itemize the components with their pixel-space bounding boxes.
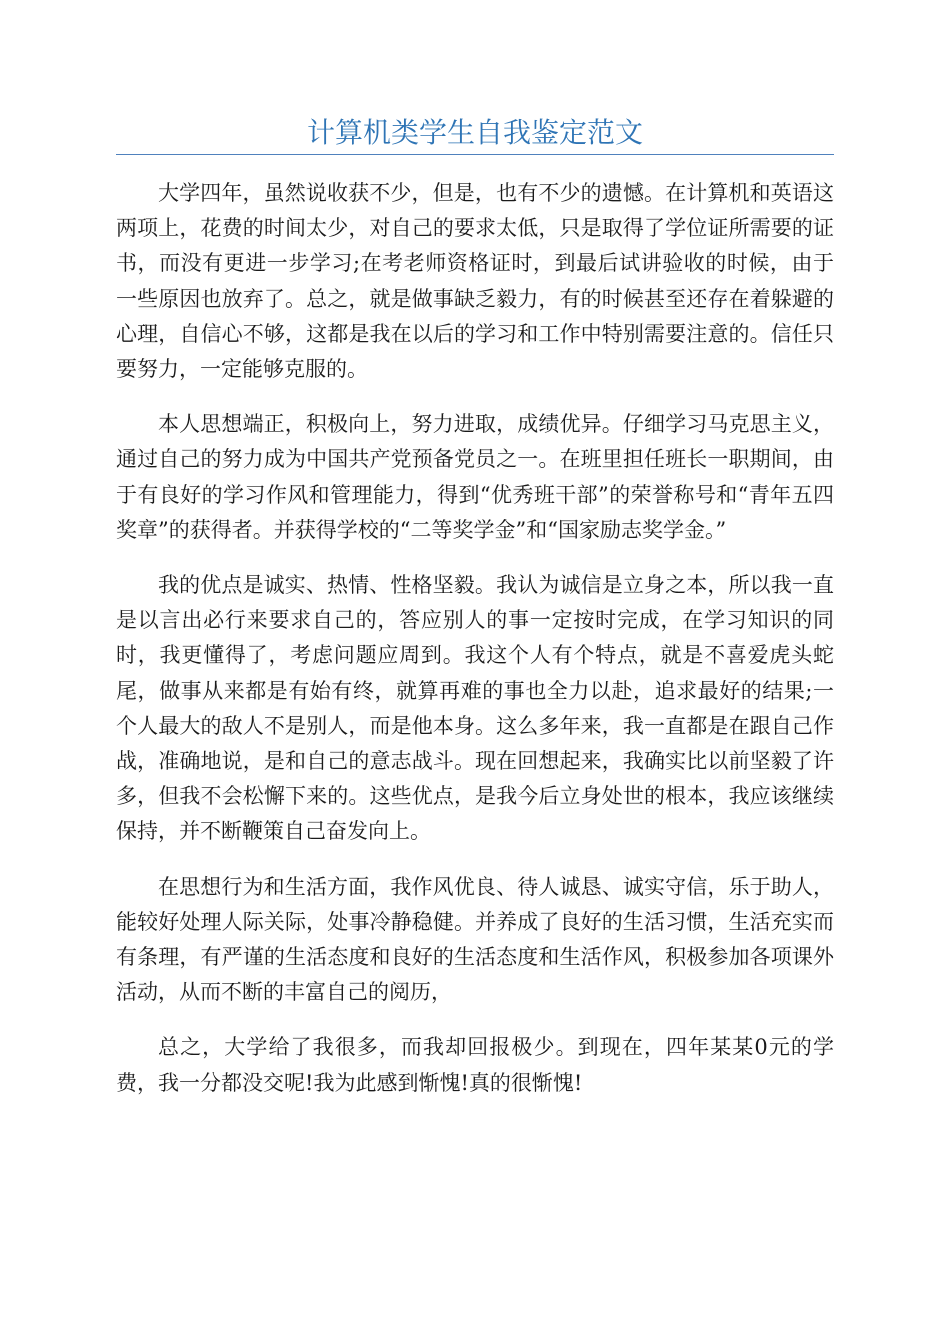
document-title: 计算机类学生自我鉴定范文 [306, 116, 643, 149]
paragraph-1: 大学四年，虽然说收获不少，但是，也有不少的遗憾。在计算机和英语这两项上，花费的时间太少，对自己的要求太低，只是取得了学位证所需要的证书，而没有更进一步学习;在考老师资格证时，到最后试讲验收的时候，由于一些原因也放弃了。总之，就是做事缺乏毅力，有的时候甚至还存在着躲避的心理，自信心不够，这都是我在以后的学习和工作中特别需要注意的。信任只要努力，一定能够克服的。 [116, 181, 834, 382]
document-body [116, 176, 834, 1121]
paragraph-2: 本人思想端正，积极向上，努力进取，成绩优异。仔细学习马克思主义，通过自己的努力成为中国共产党预备党员之一。在班里担任班长一职期间，由于有良好的学习作风和管理能力，得到“优秀班干部”的荣誉称号和“青年五四奖章”的获得者。并获得学校的“二等奖学金”和“国家励志奖学金。” [116, 412, 834, 542]
paragraph-3: 我的优点是诚实、热情、性格坚毅。我认为诚信是立身之本，所以我一直是以言出必行来要求自己的，答应别人的事一定按时完成，在学习知识的同时，我更懂得了，考虑问题应周到。我这个人有个特点，就是不喜爱虎头蛇尾，做事从来都是有始有终，就算再难的事也全力以赴，追求最好的结果;一个人最大的敌人不是别人，而是他本身。这么多年来，我一直都是在跟自己作战，准确地说，是和自己的意志战斗。现在回想起来，我确实比以前坚毅了许多，但我不会松懈下来的。这些优点，是我今后立身处世的根本，我应该继续保持，并不断鞭策自己奋发向上。 [116, 573, 834, 844]
paragraph-4: 在思想行为和生活方面，我作风优良、待人诚恳、诚实守信，乐于助人，能较好处理人际关际，处事冷静稳健。并养成了良好的生活习惯，生活充实而有条理，有严谨的生活态度和良好的生活态度和生活作风，积极参加各项课外活动，从而不断的丰富自己的阅历， [116, 874, 834, 1005]
title-underline [116, 154, 834, 155]
paragraph-5: 总之，大学给了我很多，而我却回报极少。到现在，四年某某0元的学费，我一分都没交呢!我为此感到惭愧!真的很惭愧! [116, 1035, 834, 1095]
